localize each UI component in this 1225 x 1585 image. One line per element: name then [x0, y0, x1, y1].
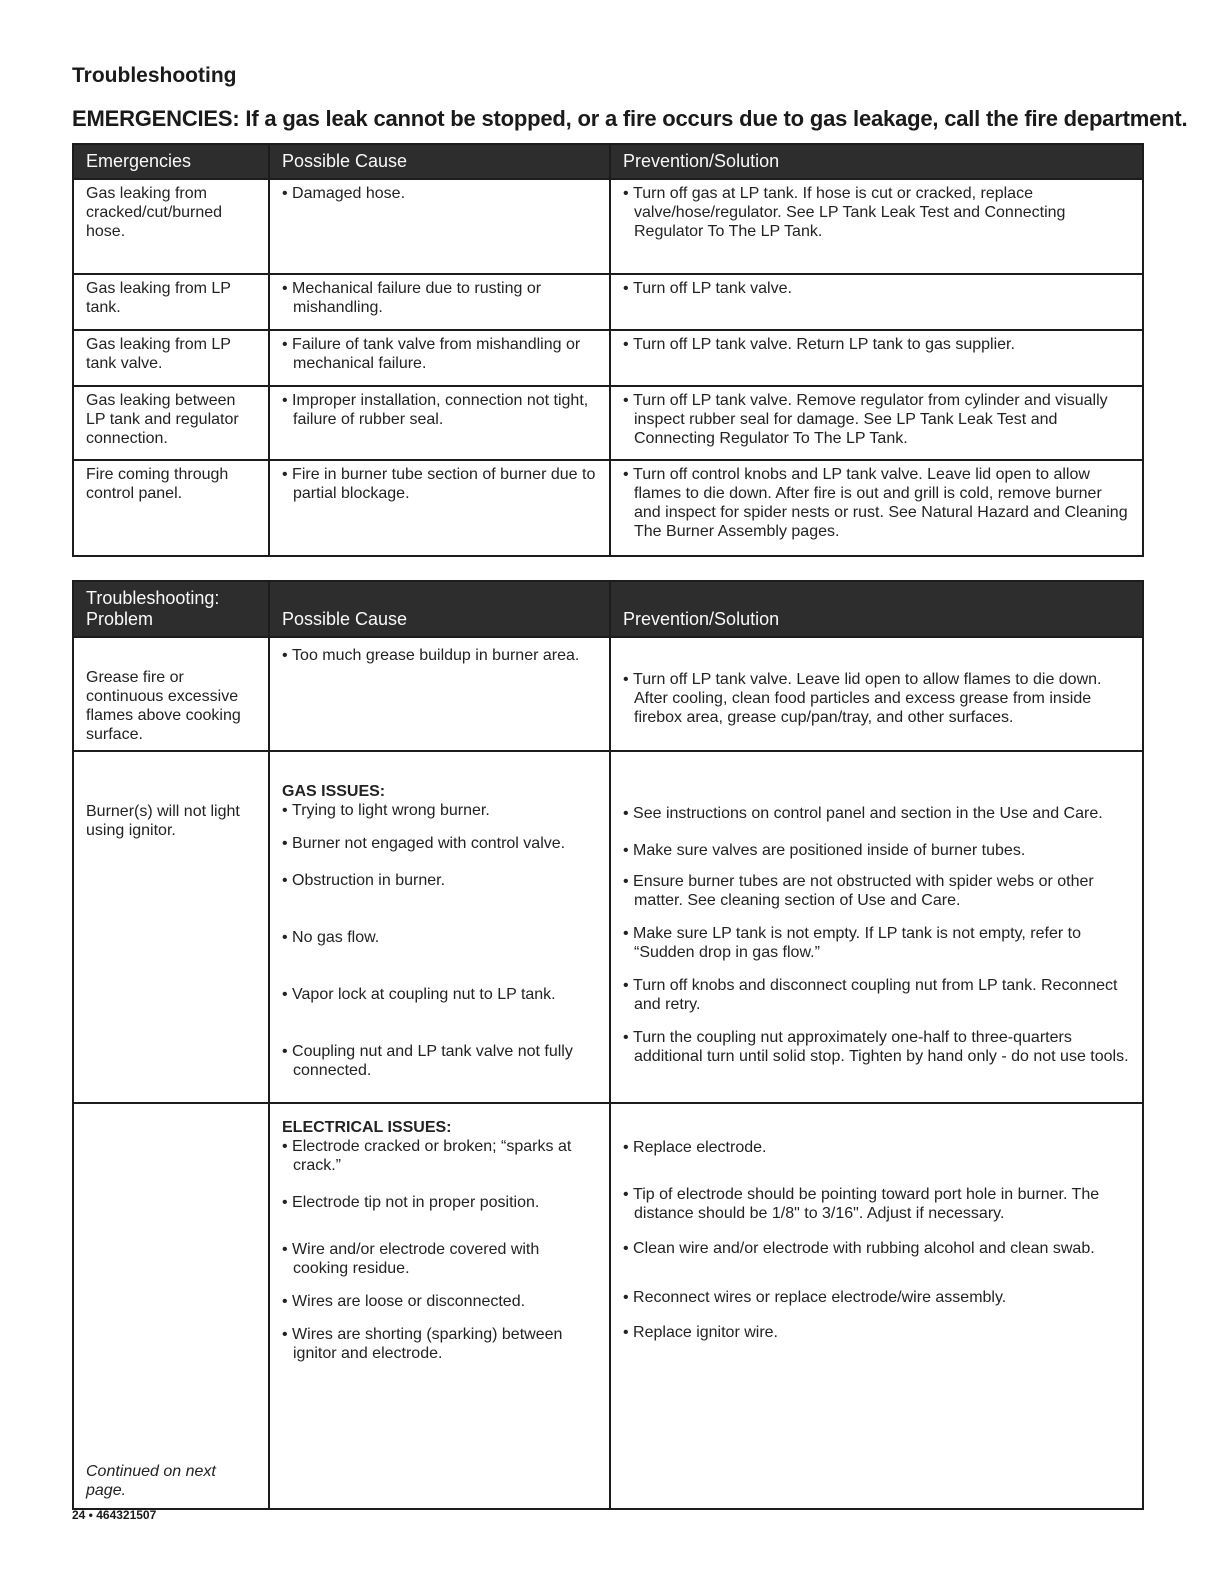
table-header-row: [73, 581, 1143, 637]
problem-cell: Gas leaking between LP tank and regulator connection.: [73, 386, 269, 460]
page-footer: 24 • 464321507: [72, 1508, 157, 1522]
emergencies-table: [72, 143, 1144, 557]
cause-item: • Obstruction in burner.: [282, 871, 597, 890]
table-row: [73, 330, 1143, 386]
problem-cell: Fire coming through control panel.: [73, 460, 269, 556]
solution-cell: [610, 274, 1143, 330]
continued-note: Continued on next page.: [86, 1463, 216, 1499]
table-row: [73, 751, 1143, 1103]
table-row: [73, 1103, 1143, 1509]
solution-item: • Turn off LP tank valve.: [623, 279, 1130, 298]
column-header: Possible Cause: [269, 581, 610, 637]
cause-item: • Vapor lock at coupling nut to LP tank.: [282, 985, 597, 1004]
cause-cell: [269, 751, 610, 1103]
cause-item: • Fire in burner tube section of burner due to partial blockage.: [282, 465, 597, 503]
solution-item: • Reconnect wires or replace electrode/wire assembly.: [623, 1288, 1130, 1307]
column-header: Possible Cause: [269, 144, 610, 179]
solution-item: • See instructions on control panel and section in the Use and Care.: [623, 804, 1130, 823]
column-header: Prevention/Solution: [610, 144, 1143, 179]
solution-item: • Turn off gas at LP tank. If hose is cut or cracked, replace valve/hose/regulator. See LP Tank Leak Test and Connecting Regulator To The LP Tank.: [623, 184, 1130, 241]
column-header: Troubleshooting: Problem: [73, 581, 269, 637]
solution-item: • Turn off control knobs and LP tank valve. Leave lid open to allow flames to die down. After fire is out and grill is cold, remove burner and inspect for spider nests or rust. See Natural Hazard and Cleaning The Burner Assembly pages.: [623, 465, 1130, 541]
cause-item: • Burner not engaged with control valve.: [282, 834, 597, 853]
cause-item: • No gas flow.: [282, 928, 597, 947]
emergency-notice: EMERGENCIES: If a gas leak cannot be stopped, or a fire occurs due to gas leakage, call the fire department.: [72, 106, 1188, 131]
problem-cell: [73, 1103, 269, 1509]
solution-cell: [610, 386, 1143, 460]
table-row: [73, 637, 1143, 751]
solution-cell: [610, 637, 1143, 751]
table-header-row: [73, 144, 1143, 179]
cause-cell: [269, 330, 610, 386]
cause-item: • Mechanical failure due to rusting or mishandling.: [282, 279, 597, 317]
solution-cell: [610, 1103, 1143, 1509]
cause-cell: [269, 179, 610, 274]
table-row: [73, 460, 1143, 556]
gas-issues-heading: GAS ISSUES:: [282, 783, 386, 800]
cause-item: • Electrode tip not in proper position.: [282, 1193, 597, 1212]
solution-cell: [610, 330, 1143, 386]
cause-cell: [269, 274, 610, 330]
solution-item: • Turn the coupling nut approximately one-half to three-quarters additional turn until solid stop. Tighten by hand only - do not use tools.: [623, 1028, 1130, 1066]
page-title: Troubleshooting: [72, 64, 237, 87]
table-row: [73, 386, 1143, 460]
table-row: [73, 274, 1143, 330]
solution-item: • Ensure burner tubes are not obstructed with spider webs or other matter. See cleaning section of Use and Care.: [623, 872, 1130, 910]
cause-cell: [269, 460, 610, 556]
solution-cell: [610, 460, 1143, 556]
cause-item: • Failure of tank valve from mishandling or mechanical failure.: [282, 335, 597, 373]
solution-item: • Turn off LP tank valve. Remove regulator from cylinder and visually inspect rubber seal for damage. See LP Tank Leak Test and Connecting Regulator To The LP Tank.: [623, 391, 1130, 448]
solution-item: • Turn off knobs and disconnect coupling nut from LP tank. Reconnect and retry.: [623, 976, 1130, 1014]
column-header: Prevention/Solution: [610, 581, 1143, 637]
cause-cell: [269, 637, 610, 751]
problem-cell: Gas leaking from LP tank.: [73, 274, 269, 330]
solution-item: • Tip of electrode should be pointing toward port hole in burner. The distance should be 1/8" to 3/16". Adjust if necessary.: [623, 1185, 1130, 1223]
solution-item: • Turn off LP tank valve. Return LP tank to gas supplier.: [623, 335, 1130, 354]
solution-item: • Turn off LP tank valve. Leave lid open to allow flames to die down. After cooling, clean food particles and excess grease from inside firebox area, grease cup/pan/tray, and other surfaces.: [623, 670, 1130, 727]
column-header: Emergencies: [73, 144, 269, 179]
problem-cell: Gas leaking from cracked/cut/burned hose.: [73, 179, 269, 274]
solution-cell: [610, 179, 1143, 274]
problem-cell: Grease fire or continuous excessive flames above cooking surface.: [73, 637, 269, 751]
cause-item: • Damaged hose.: [282, 184, 597, 203]
cause-cell: [269, 1103, 610, 1509]
solution-item: • Clean wire and/or electrode with rubbing alcohol and clean swab.: [623, 1239, 1130, 1258]
cause-item: • Improper installation, connection not tight, failure of rubber seal.: [282, 391, 597, 429]
cause-item: • Too much grease buildup in burner area.: [282, 646, 597, 665]
table-row: [73, 179, 1143, 274]
troubleshooting-table: [72, 580, 1144, 1510]
problem-cell: Gas leaking from LP tank valve.: [73, 330, 269, 386]
solution-item: • Make sure LP tank is not empty. If LP tank is not empty, refer to “Sudden drop in gas flow.”: [623, 924, 1130, 962]
cause-item: • Wire and/or electrode covered with cooking residue.: [282, 1240, 597, 1278]
cause-item: • Electrode cracked or broken; “sparks at crack.”: [282, 1137, 597, 1175]
solution-item: • Replace ignitor wire.: [623, 1323, 1130, 1342]
cause-item: • Trying to light wrong burner.: [282, 801, 597, 820]
electrical-issues-heading: ELECTRICAL ISSUES:: [282, 1119, 452, 1136]
cause-item: • Wires are shorting (sparking) between ignitor and electrode.: [282, 1325, 597, 1363]
cause-item: • Wires are loose or disconnected.: [282, 1292, 597, 1311]
solution-cell: [610, 751, 1143, 1103]
cause-item: • Coupling nut and LP tank valve not fully connected.: [282, 1042, 597, 1080]
problem-cell: Burner(s) will not light using ignitor.: [73, 751, 269, 1103]
solution-item: • Make sure valves are positioned inside of burner tubes.: [623, 841, 1130, 860]
solution-item: • Replace electrode.: [623, 1138, 1130, 1157]
cause-cell: [269, 386, 610, 460]
